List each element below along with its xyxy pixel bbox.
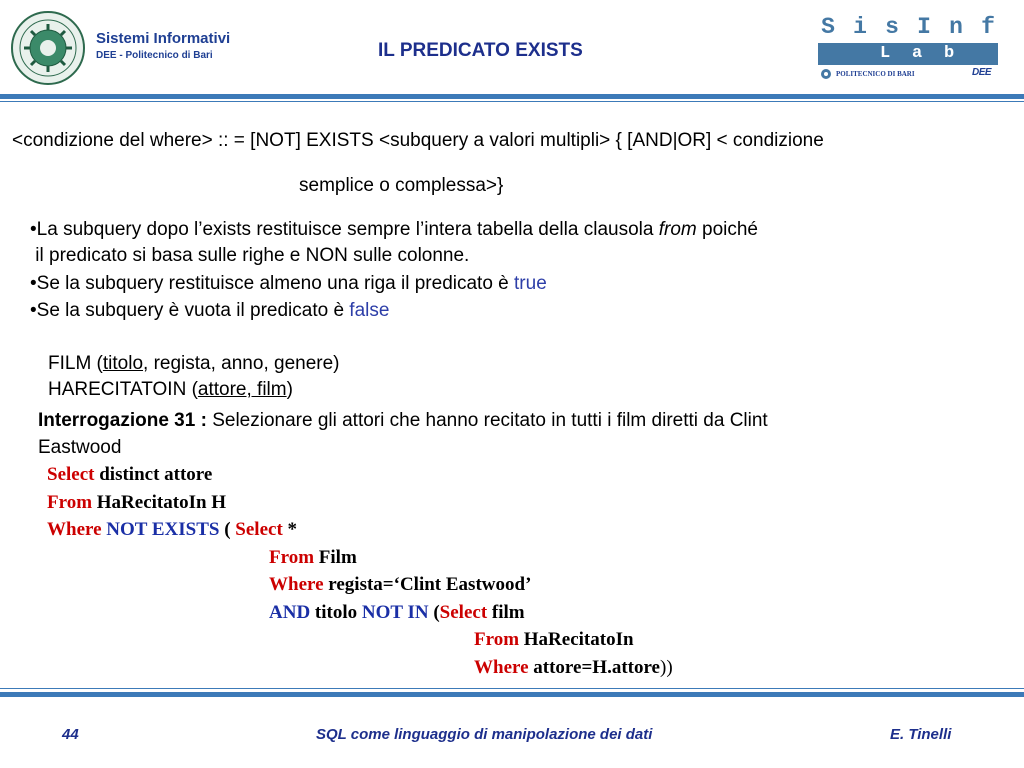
bullet-1-line-1 [30,219,758,241]
footer-author: E. Tinelli [890,726,952,743]
logo-letter: f [981,14,995,40]
bullet-2 [30,273,547,295]
bullet-text: •Se la subquery restituisce almeno una riga il predicato è [30,273,515,294]
sql-line-2 [47,492,226,514]
sql-keyword: Select [47,464,95,485]
schema-key: attore, film [197,379,287,400]
page-number: 44 [62,726,79,743]
sql-text: film [487,602,525,623]
sql-line-7 [474,629,634,651]
logo-letter: I [917,14,931,40]
bullet-emphasis: from [658,219,697,240]
slide-title: IL PREDICATO EXISTS [378,40,583,61]
query-description-line-2: Eastwood [38,437,122,458]
bullet-text: •Se la subquery è vuota il predicato è [30,300,350,321]
header-divider [0,94,1024,99]
bullet-value-true: true [514,273,547,294]
sql-text: attore=H.attore [528,657,660,678]
sql-text: )) [660,657,673,678]
sql-keyword: Where [47,519,102,540]
sql-keyword: From [474,629,520,650]
sql-keyword: From [47,492,93,513]
sql-text: HaRecitatoIn H [92,492,227,513]
schema-harecitatoin [48,379,293,401]
sql-line-3 [47,519,297,541]
schema-text: ) [286,379,293,400]
schema-key: titolo [102,353,144,374]
sql-line-6 [269,602,525,624]
query-description-line-1 [38,410,768,432]
logo-letter: S [821,14,835,40]
query-label: Interrogazione 31 : [38,410,207,431]
brand-title: Sistemi Informativi [96,30,231,47]
sql-text: titolo [310,602,362,623]
sql-line-5 [269,574,531,596]
politecnico-label: POLITECNICO DI BARI [836,70,915,78]
bullet-3 [30,300,389,322]
syntax-line-1: <condizione del where> :: = [NOT] EXISTS <subquery a valori multipli> { [AND|OR] < condizione [12,130,824,151]
schema-text: , regista, anno, genere) [143,353,340,374]
dee-logo: DEE [972,67,992,78]
logo-letter: a [912,44,923,63]
sql-keyword: NOT IN [361,602,429,623]
sql-keyword: Select [439,602,488,623]
schema-film [48,353,340,375]
sql-text: Film [314,547,357,568]
sql-text: ( [428,602,440,623]
logo-letter: s [885,14,899,40]
sql-text: * [282,519,298,540]
query-text: Selezionare gli attori che hanno recitato in tutti i film diretti da Clint [206,410,768,431]
schema-text: FILM ( [48,353,103,374]
lab-logo-bar [818,43,998,65]
sql-keyword: Where [269,574,324,595]
politecnico-seal-logo [10,10,86,86]
bullet-1-line-2: il predicato si basa sulle righe e NON sulle colonne. [30,245,470,266]
schema-text: HARECITATOIN ( [48,379,198,400]
syntax-line-2: semplice o complessa>} [299,175,504,196]
footer-course-title: SQL come linguaggio di manipolazione dei dati [316,726,653,743]
brand-subtitle: DEE - Politecnico di Bari [96,50,213,61]
sisinf-logo-wordmark [818,14,998,40]
sql-keyword: Select [235,519,283,540]
sql-keyword: From [269,547,315,568]
sql-line-4 [269,547,357,569]
logo-letter: b [944,44,955,63]
logo-letter: L [880,44,891,63]
sql-text: distinct attore [94,464,213,485]
sql-keyword: AND [269,602,311,623]
logo-letter: n [949,14,963,40]
logo-letter: i [853,14,867,40]
sql-text: ( [219,519,236,540]
footer-divider [0,692,1024,697]
bullet-text: poiché [696,219,758,240]
footer-divider-thin [0,688,1024,689]
sql-keyword: Where [474,657,529,678]
gear-icon [820,68,832,80]
header-divider-thin [0,101,1024,102]
sql-line-8 [474,657,673,679]
sql-keyword: NOT EXISTS [101,519,220,540]
sql-text: HaRecitatoIn [519,629,634,650]
bullet-value-false: false [349,300,390,321]
sql-line-1 [47,464,212,486]
sql-text: regista=‘Clint Eastwood’ [323,574,532,595]
bullet-text: •La subquery dopo l’exists restituisce sempre l’intera tabella della clausola [30,219,659,240]
